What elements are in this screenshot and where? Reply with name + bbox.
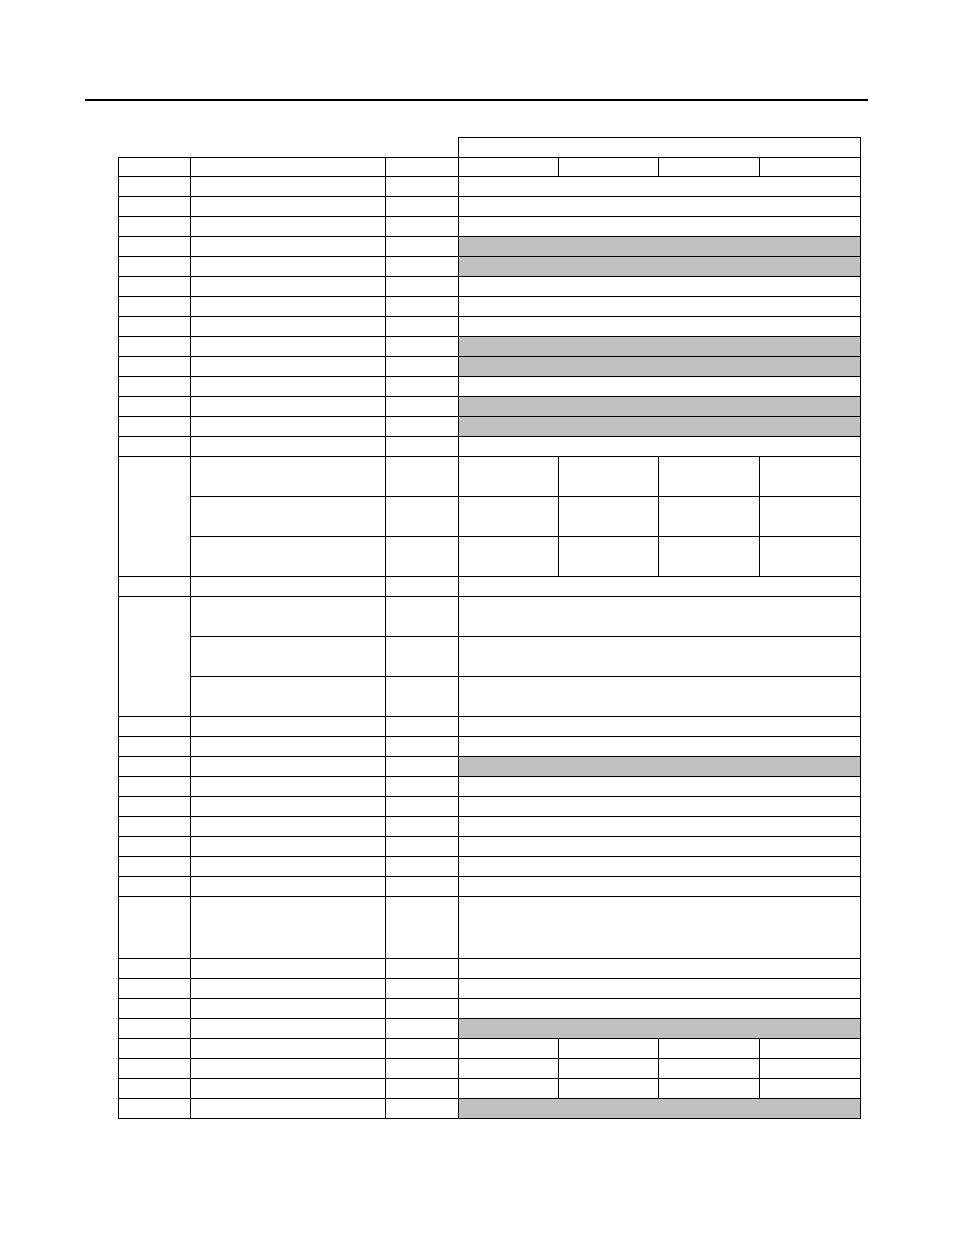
column-header	[385, 157, 459, 177]
table-cell	[759, 1078, 861, 1099]
table-row-unit	[385, 436, 459, 457]
table-row-unit	[385, 376, 459, 397]
table-row-label	[190, 576, 386, 597]
table-row-unit	[385, 1038, 459, 1059]
table-cell	[458, 316, 861, 337]
table-row-label	[190, 1098, 386, 1119]
table-cell	[458, 896, 861, 959]
table-cell	[558, 1078, 659, 1099]
table-row-unit	[385, 1058, 459, 1079]
table-row-id	[118, 736, 191, 757]
table-row-label	[190, 796, 386, 817]
table-cell	[458, 396, 861, 417]
table-row-label	[190, 978, 386, 999]
table-row-label	[190, 816, 386, 837]
table-cell	[458, 256, 861, 277]
table-row-id	[118, 596, 191, 717]
table-cell	[458, 958, 861, 979]
table-row-label	[190, 356, 386, 377]
table-cell	[458, 1058, 559, 1079]
table-row-id	[118, 896, 191, 959]
table-row-id	[118, 958, 191, 979]
table-cell	[558, 456, 659, 497]
table-cell	[458, 998, 861, 1019]
table-row-unit	[385, 836, 459, 857]
table-row-label	[190, 716, 386, 737]
table-cell	[759, 496, 861, 537]
table-cell	[458, 536, 559, 577]
table-row-unit	[385, 236, 459, 257]
table-row-id	[118, 356, 191, 377]
table-row-label	[190, 196, 386, 217]
table-row-label	[190, 1058, 386, 1079]
table-row-id	[118, 716, 191, 737]
table-row-unit	[385, 216, 459, 237]
table-row-unit	[385, 776, 459, 797]
table-cell	[658, 456, 760, 497]
group-header	[458, 137, 861, 158]
table-row-unit	[385, 416, 459, 437]
table-row-unit	[385, 256, 459, 277]
table-row-unit	[385, 796, 459, 817]
table-row-unit	[385, 856, 459, 877]
table-cell	[759, 456, 861, 497]
table-row-id	[118, 1038, 191, 1059]
table-row-label	[190, 316, 386, 337]
table-cell	[458, 196, 861, 217]
table-row-id	[118, 836, 191, 857]
table-row-id	[118, 436, 191, 457]
table-cell	[458, 776, 861, 797]
table-row-id	[118, 176, 191, 197]
table-row-label	[190, 176, 386, 197]
table-row-id	[118, 396, 191, 417]
table-row-unit	[385, 456, 459, 497]
table-cell	[458, 576, 861, 597]
table-cell	[558, 536, 659, 577]
table-row-id	[118, 576, 191, 597]
table-row-label	[190, 1018, 386, 1039]
table-cell	[759, 536, 861, 577]
table-row-unit	[385, 336, 459, 357]
table-row-unit	[385, 998, 459, 1019]
table-row-unit	[385, 356, 459, 377]
table-row-label	[190, 216, 386, 237]
table-cell	[658, 496, 760, 537]
table-row-unit	[385, 636, 459, 677]
column-header	[458, 157, 559, 177]
column-header	[759, 157, 861, 177]
table-row-unit	[385, 816, 459, 837]
table-cell	[458, 1018, 861, 1039]
table-row-id	[118, 856, 191, 877]
table-row-unit	[385, 276, 459, 297]
table-cell	[458, 356, 861, 377]
table-row-label	[190, 1038, 386, 1059]
table-cell	[458, 336, 861, 357]
table-row-unit	[385, 536, 459, 577]
table-row-label	[190, 416, 386, 437]
table-cell	[458, 1078, 559, 1099]
table-row-unit	[385, 1098, 459, 1119]
table-cell	[458, 236, 861, 257]
table-cell	[458, 736, 861, 757]
table-cell	[458, 856, 861, 877]
table-row-unit	[385, 596, 459, 637]
table-row-unit	[385, 896, 459, 959]
table-row-label	[190, 776, 386, 797]
table-row-label	[190, 376, 386, 397]
table-cell	[759, 1038, 861, 1059]
table-row-unit	[385, 736, 459, 757]
table-row-id	[118, 1098, 191, 1119]
table-row-id	[118, 336, 191, 357]
table-row-unit	[385, 958, 459, 979]
table-cell	[458, 1038, 559, 1059]
table-cell	[558, 496, 659, 537]
table-row-label	[190, 456, 386, 497]
table-row-id	[118, 876, 191, 897]
table-cell	[458, 876, 861, 897]
table-row-unit	[385, 876, 459, 897]
table-row-id	[118, 776, 191, 797]
table-row-unit	[385, 196, 459, 217]
table-row-unit	[385, 496, 459, 537]
table-row-label	[190, 636, 386, 677]
table-cell	[458, 176, 861, 197]
table-row-label	[190, 236, 386, 257]
table-cell	[658, 1058, 760, 1079]
column-header	[190, 157, 386, 177]
table-row-label	[190, 836, 386, 857]
table-row-unit	[385, 576, 459, 597]
table-row-id	[118, 276, 191, 297]
table-cell	[458, 436, 861, 457]
table-cell	[458, 796, 861, 817]
table-cell	[458, 1098, 861, 1119]
table-row-id	[118, 416, 191, 437]
table-row-label	[190, 296, 386, 317]
table-row-unit	[385, 978, 459, 999]
table-row-label	[190, 736, 386, 757]
table-row-unit	[385, 716, 459, 737]
table-row-unit	[385, 756, 459, 777]
table-row-id	[118, 316, 191, 337]
table-row-label	[190, 876, 386, 897]
table-row-id	[118, 816, 191, 837]
table-cell	[458, 456, 559, 497]
table-cell	[458, 296, 861, 317]
table-row-label	[190, 496, 386, 537]
table-row-label	[190, 958, 386, 979]
table-row-label	[190, 336, 386, 357]
table-cell	[558, 1038, 659, 1059]
table-cell	[658, 1038, 760, 1059]
table-row-id	[118, 1058, 191, 1079]
table-row-label	[190, 856, 386, 877]
table-row-id	[118, 196, 191, 217]
table-cell	[658, 1078, 760, 1099]
table-row-id	[118, 998, 191, 1019]
column-header	[558, 157, 659, 177]
table-cell	[458, 756, 861, 777]
table-row-label	[190, 396, 386, 417]
table-row-label	[190, 276, 386, 297]
table-cell	[458, 978, 861, 999]
table-row-id	[118, 978, 191, 999]
table-cell	[458, 276, 861, 297]
table-row-label	[190, 536, 386, 577]
table-row-unit	[385, 396, 459, 417]
table-row-unit	[385, 1078, 459, 1099]
table-row-label	[190, 256, 386, 277]
table-row-id	[118, 236, 191, 257]
table-cell	[759, 1058, 861, 1079]
table-row-label	[190, 998, 386, 1019]
table-row-label	[190, 1078, 386, 1099]
table-row-id	[118, 796, 191, 817]
table-cell	[458, 216, 861, 237]
table-row-id	[118, 296, 191, 317]
table-row-id	[118, 216, 191, 237]
table-row-label	[190, 676, 386, 717]
table-row-id	[118, 376, 191, 397]
table-row-id	[118, 456, 191, 577]
table-cell	[458, 636, 861, 677]
table-row-unit	[385, 1018, 459, 1039]
table-cell	[458, 596, 861, 637]
table-row-label	[190, 436, 386, 457]
table-cell	[458, 716, 861, 737]
column-header	[658, 157, 760, 177]
table-row-unit	[385, 176, 459, 197]
table-row-id	[118, 1078, 191, 1099]
table-row-id	[118, 756, 191, 777]
table-cell	[458, 416, 861, 437]
table-row-label	[190, 756, 386, 777]
table-cell	[458, 836, 861, 857]
table-cell	[458, 816, 861, 837]
table-row-label	[190, 596, 386, 637]
table-row-id	[118, 256, 191, 277]
table-cell	[458, 676, 861, 717]
table-cell	[558, 1058, 659, 1079]
table-cell	[458, 496, 559, 537]
table-row-unit	[385, 676, 459, 717]
table-cell	[458, 376, 861, 397]
table-cell	[658, 536, 760, 577]
column-header	[118, 157, 191, 177]
table-row-unit	[385, 316, 459, 337]
table-row-id	[118, 1018, 191, 1039]
table-row-unit	[385, 296, 459, 317]
table-row-label	[190, 896, 386, 959]
